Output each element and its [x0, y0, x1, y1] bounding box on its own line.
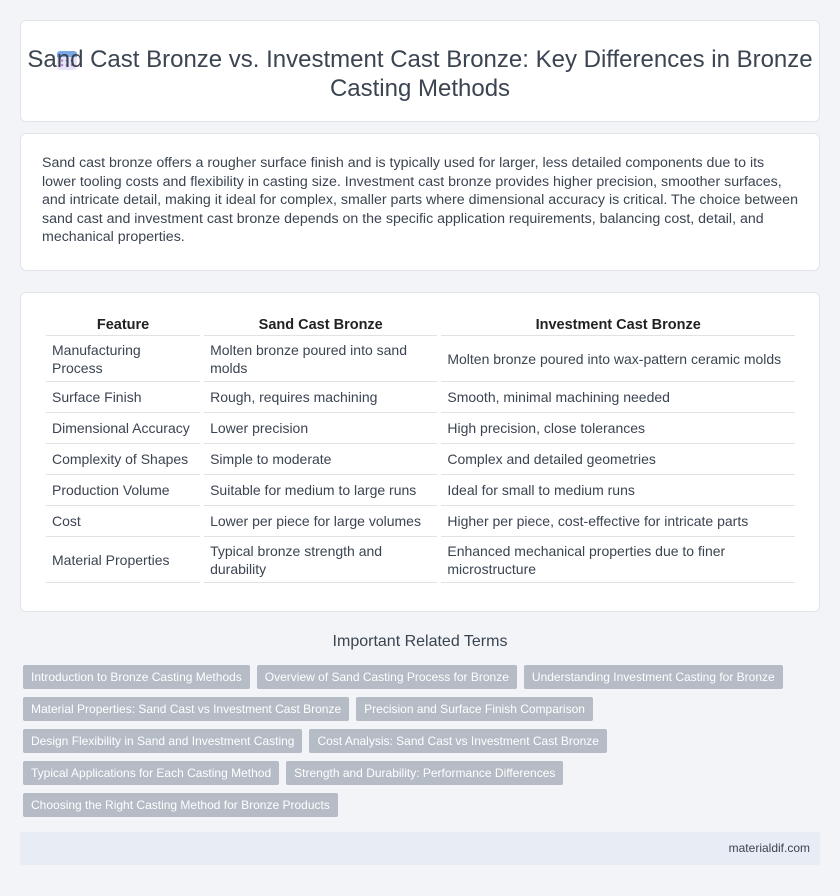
related-term-tag[interactable]: Precision and Surface Finish Comparison	[356, 697, 593, 721]
table-cell: Lower per piece for large volumes	[204, 506, 437, 537]
table-cell: Material Properties	[46, 537, 200, 583]
comparison-card	[20, 292, 820, 612]
related-term-tag[interactable]: Cost Analysis: Sand Cast vs Investment Cast Bronze	[309, 729, 606, 753]
related-term-tag[interactable]: Design Flexibility in Sand and Investment Casting	[23, 729, 302, 753]
footer-site-link[interactable]: materialdif.com	[728, 841, 810, 855]
table-cell: Enhanced mechanical properties due to finer microstructure	[441, 537, 795, 583]
table-cell: Simple to moderate	[204, 444, 437, 475]
table-cell: Surface Finish	[46, 382, 200, 413]
related-term-tag[interactable]: Choosing the Right Casting Method for Bronze Products	[23, 793, 338, 817]
summary-card	[20, 133, 820, 271]
related-term-tag[interactable]: Typical Applications for Each Casting Method	[23, 761, 279, 785]
table-cell: Typical bronze strength and durability	[204, 537, 437, 583]
table-cell: Complex and detailed geometries	[441, 444, 795, 475]
table-row	[46, 537, 795, 583]
table-cell: Higher per piece, cost-effective for intricate parts	[441, 506, 795, 537]
title-card	[20, 20, 820, 122]
table-header-sand-cast: Sand Cast Bronze	[204, 313, 437, 336]
table-cell: Rough, requires machining	[204, 382, 437, 413]
table-cell: Molten bronze poured into sand molds	[204, 336, 437, 382]
footer	[20, 832, 820, 865]
table-cell: Lower precision	[204, 413, 437, 444]
table-cell: Ideal for small to medium runs	[441, 475, 795, 506]
page-title: Sand Cast Bronze vs. Investment Cast Bronze: Key Differences in Bronze Casting Methods	[27, 46, 813, 102]
table-cell: Dimensional Accuracy	[46, 413, 200, 444]
table-cell: High precision, close tolerances	[441, 413, 795, 444]
table-cell: Manufacturing Process	[46, 336, 200, 382]
summary-paragraph: Sand cast bronze offers a rougher surface finish and is typically used for larger, less detailed components due to its lower tooling costs and flexibility in casting size. Investment cast bronze provides higher precision, smoother surfaces, and intricate detail, making it ideal for complex, smaller parts where dimensional accuracy is critical. The choice between sand cast and investment cast bronze depends on the specific application requirements, balancing cost, detail, and mechanical properties.	[42, 155, 798, 245]
table-cell: Smooth, minimal machining needed	[441, 382, 795, 413]
table-cell: Suitable for medium to large runs	[204, 475, 437, 506]
table-cell: Molten bronze poured into wax-pattern ceramic molds	[441, 336, 795, 382]
related-term-tag[interactable]: Strength and Durability: Performance Differences	[286, 761, 563, 785]
related-terms-tags	[23, 665, 813, 825]
related-term-tag[interactable]: Material Properties: Sand Cast vs Investment Cast Bronze	[23, 697, 349, 721]
table-row	[46, 475, 795, 506]
related-term-tag[interactable]: Understanding Investment Casting for Bronze	[524, 665, 783, 689]
table-header-feature: Feature	[46, 313, 200, 336]
related-term-tag[interactable]: Introduction to Bronze Casting Methods	[23, 665, 250, 689]
table-row	[46, 382, 795, 413]
table-header-investment-cast: Investment Cast Bronze	[441, 313, 795, 336]
table-row	[46, 336, 795, 382]
table-cell: Complexity of Shapes	[46, 444, 200, 475]
table-row	[46, 444, 795, 475]
table-row	[46, 506, 795, 537]
comparison-table	[42, 313, 799, 583]
related-terms-title: Important Related Terms	[332, 633, 508, 650]
table-row	[46, 413, 795, 444]
table-cell: Production Volume	[46, 475, 200, 506]
table-cell: Cost	[46, 506, 200, 537]
related-term-tag[interactable]: Overview of Sand Casting Process for Bronze	[257, 665, 517, 689]
